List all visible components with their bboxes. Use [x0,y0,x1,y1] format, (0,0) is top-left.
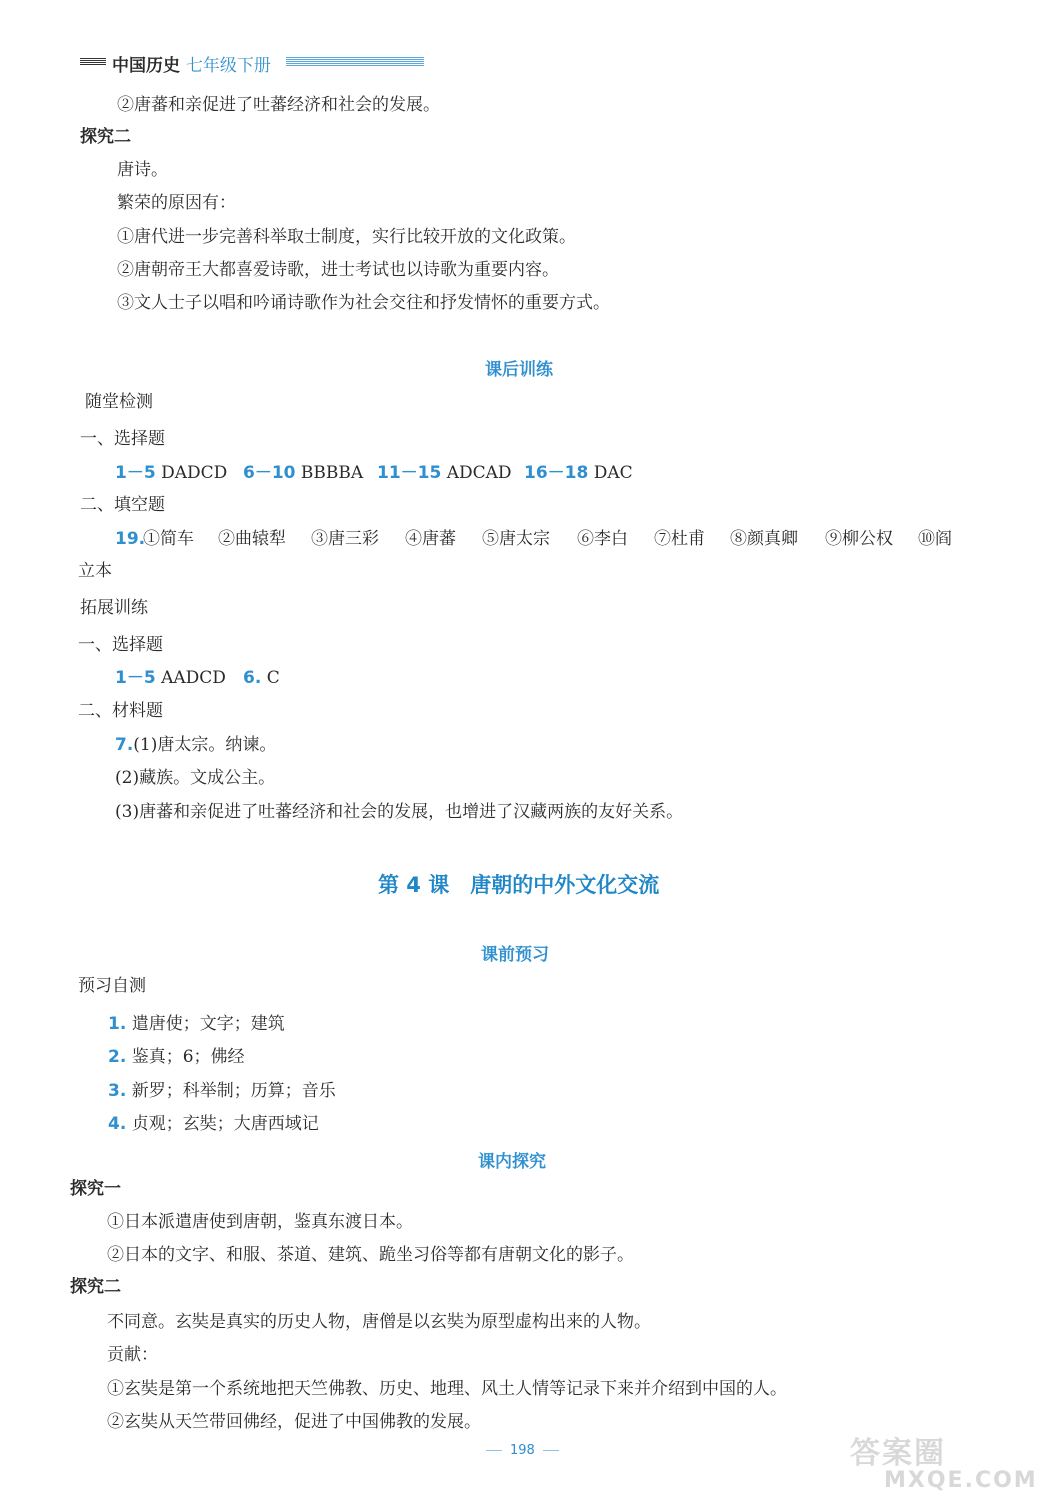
ext-choice-2 [243,667,280,689]
top-line-1: ②唐蕃和亲促进了吐蕃经济和社会的发展。 [117,95,440,115]
preview-item-3 [108,1080,336,1102]
preview-num-1: 1. [108,1014,127,1034]
self-test-title: 预习自测 [78,976,146,996]
ext-choice-ans-1: AADCD [161,668,226,688]
preview-item-4 [108,1113,319,1135]
choice-answer-4 [524,462,633,484]
choice-answer-3 [377,462,512,484]
preview-item-2 [108,1046,245,1068]
material-line-1 [115,734,276,756]
header-grade: 七年级下册 [185,56,271,76]
fill-ans-3: ③唐三彩 [311,529,379,549]
explore2-line-3: ①唐代进一步完善科举取士制度，实行比较开放的文化政策。 [117,227,576,247]
explore2-line-5: ③文人士子以唱和吟诵诗歌作为社会交往和抒发情怀的重要方式。 [117,293,610,313]
fill-ans-8: ⑧颜真卿 [730,529,798,549]
choice-num-1: 1－5 [115,463,156,483]
ext-choice-title: 一、选择题 [78,635,163,655]
explore2-line-4: ②唐朝帝王大都喜爱诗歌，进士考试也以诗歌为重要内容。 [117,260,559,280]
material-title: 二、材料题 [78,701,163,721]
l4-explore2-line-4: ②玄奘从天竺带回佛经，促进了中国佛教的发展。 [107,1412,481,1432]
fill-num-label: 19. [115,529,146,549]
fill-ans-10: ⑩阎 [918,529,952,549]
preview-text-1: 遣唐使；文字；建筑 [131,1014,285,1034]
after-class-title: 课后训练 [485,360,553,380]
book-header [112,51,271,76]
choice-ans-1: DADCD [161,463,228,483]
material-text-1: (1)唐太宗。纳谏。 [133,735,277,755]
ext-choice-num-1: 1－5 [115,668,156,688]
fill-ans-6: ⑥李白 [577,529,628,549]
material-line-2: (2)藏族。文成公主。 [115,768,276,788]
header-bar-right [286,57,424,67]
preview-num-2: 2. [108,1047,127,1067]
lesson-title: 第 4 课 唐朝的中外文化交流 [378,873,660,897]
preview-text-2: 鉴真；6；佛经 [131,1047,245,1067]
page-number-text: 198 [510,1443,535,1458]
explore2-title: 探究二 [80,127,131,147]
l4-explore2-line-3: ①玄奘是第一个系统地把天竺佛教、历史、地理、风土人情等记录下来并介绍到中国的人。 [107,1379,787,1399]
ext-title: 拓展训练 [80,598,148,618]
fill-ans-7: ⑦杜甫 [654,529,705,549]
in-class-title: 课内探究 [478,1152,546,1172]
choice-answer-2 [243,462,363,484]
preview-num-4: 4. [108,1114,127,1134]
explore1-line-2: ②日本的文字、和服、茶道、建筑、跪坐习俗等都有唐朝文化的影子。 [107,1245,634,1265]
choice-num-2: 6－10 [243,463,296,483]
choice-num-4: 16－18 [524,463,589,483]
fill-ans-4: ④唐蕃 [405,529,456,549]
material-line-3: (3)唐蕃和亲促进了吐蕃经济和社会的发展，也增进了汉藏两族的友好关系。 [115,802,684,822]
page-dash-left [486,1450,502,1451]
l4-explore2-line-2: 贡献： [107,1345,158,1365]
check-title: 随堂检测 [85,392,153,412]
page-number [478,1443,567,1458]
ext-choice-1 [115,667,226,689]
ext-choice-num-2: 6. [243,668,262,688]
explore1-line-1: ①日本派遣唐使到唐朝，鉴真东渡日本。 [107,1212,413,1232]
fill-wrap: 立本 [78,561,112,581]
l4-explore2-title: 探究二 [70,1277,121,1297]
watermark-logo: 答案圈 [850,1436,946,1471]
choice-num-3: 11－15 [377,463,442,483]
choice-ans-4: DAC [593,463,633,483]
header-bar-left [80,58,106,66]
ext-choice-ans-2: C [266,668,280,688]
choice-answers-row [115,462,227,484]
preview-num-3: 3. [108,1081,127,1101]
fill-num [115,528,145,550]
l4-explore2-line-1: 不同意。玄奘是真实的历史人物，唐僧是以玄奘为原型虚构出来的人物。 [107,1312,651,1332]
choice-title: 一、选择题 [80,429,165,449]
choice-ans-2: BBBBA [300,463,364,483]
preview-item-1 [108,1013,285,1035]
pre-class-title: 课前预习 [481,945,549,965]
explore1-title: 探究一 [70,1179,121,1199]
preview-text-4: 贞观；玄奘；大唐西域记 [131,1114,319,1134]
fill-ans-5: ⑤唐太宗 [482,529,550,549]
explore2-line-2: 繁荣的原因有： [117,193,236,213]
explore2-line-1: 唐诗。 [117,160,168,180]
material-num: 7. [115,735,134,755]
fill-title: 二、填空题 [80,495,165,515]
watermark-url: MXQE.COM [884,1468,1038,1493]
fill-ans-2: ②曲辕犁 [218,529,286,549]
header-subject: 中国历史 [112,56,180,76]
fill-ans-9: ⑨柳公权 [825,529,893,549]
page-dash-right [543,1450,559,1451]
choice-ans-3: ADCAD [446,463,512,483]
fill-ans-1: ①简车 [143,529,194,549]
preview-text-3: 新罗；科举制；历算；音乐 [131,1081,336,1101]
